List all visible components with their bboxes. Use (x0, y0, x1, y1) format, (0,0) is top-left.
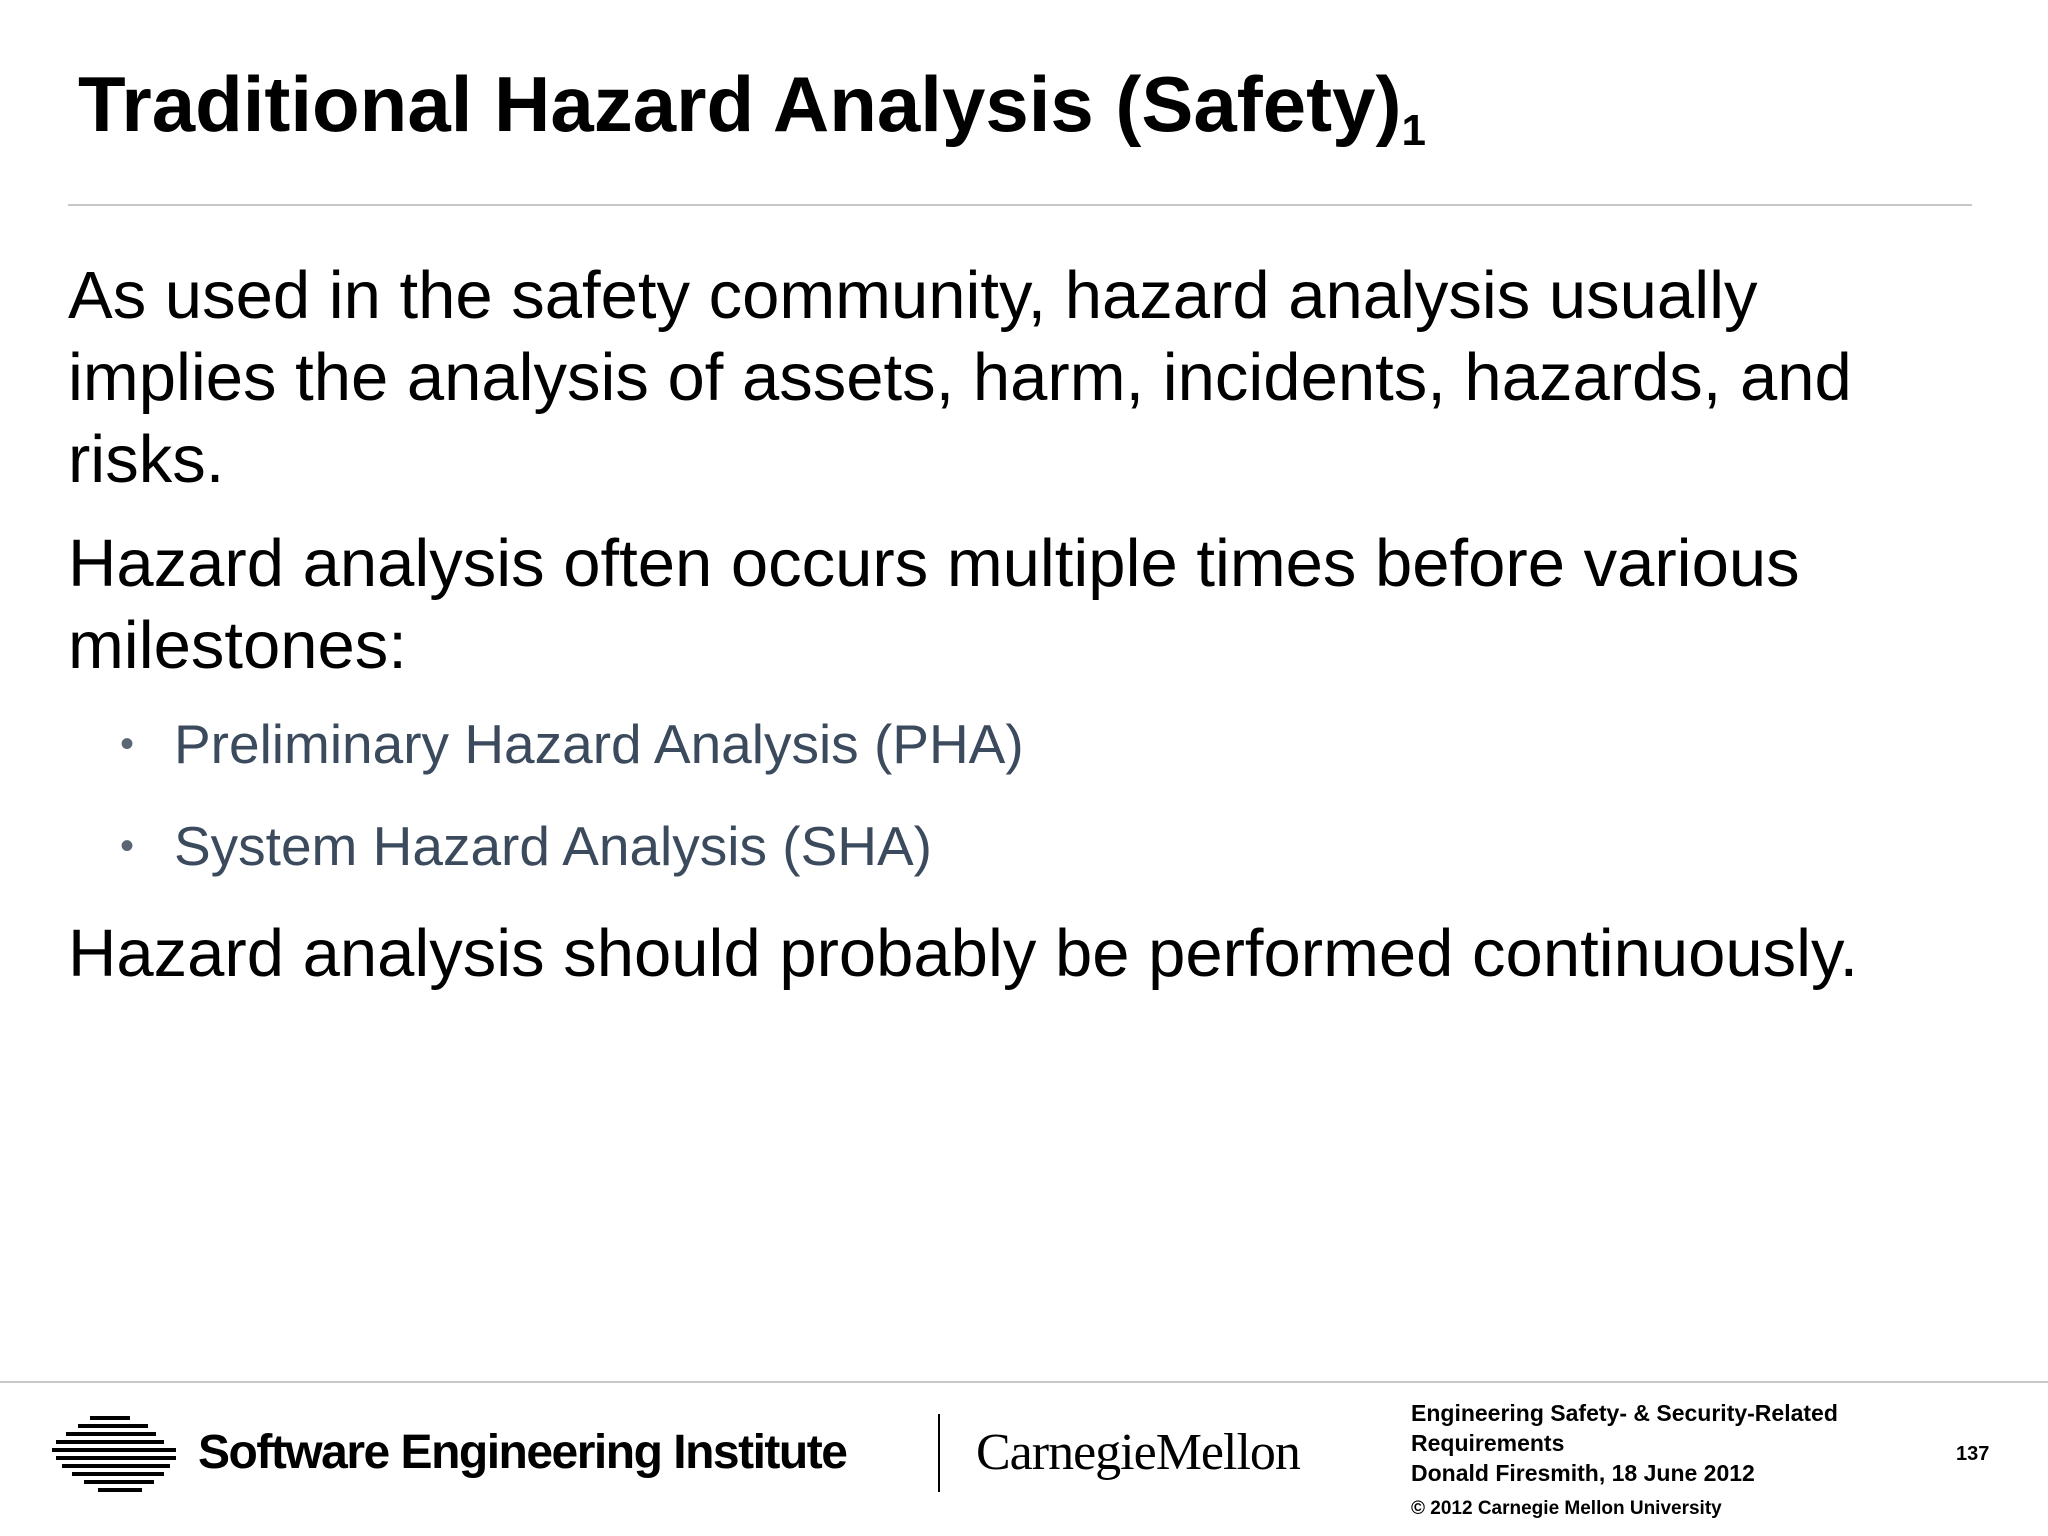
list-item (68, 709, 1968, 779)
title-divider (68, 204, 1972, 206)
slide-body (68, 255, 1968, 1017)
list-item (68, 811, 1968, 881)
footer-divider (0, 1381, 2048, 1383)
closing-paragraph: Hazard analysis should probably be performed continuously. (68, 916, 1859, 991)
bullet-icon: • (120, 824, 135, 868)
copyright: © 2012 Carnegie Mellon University (1411, 1498, 1722, 1519)
paragraph-2: Hazard analysis often occurs multiple times before various milestones: (68, 526, 1800, 683)
bullet-text: System Hazard Analysis (SHA) (174, 815, 932, 877)
milestone-list (68, 709, 1968, 881)
course-title-line1: Engineering Safety- & Security-Related (1411, 1400, 1838, 1426)
slide-title-text: Traditional Hazard Analysis (Safety) (78, 60, 1402, 148)
page-number: 137 (1956, 1443, 1990, 1465)
logo-separator (938, 1414, 940, 1492)
course-title-line2: Requirements (1411, 1430, 1565, 1456)
bullet-text: Preliminary Hazard Analysis (PHA) (174, 713, 1024, 775)
slide-title-subscript: 1 (1401, 106, 1426, 155)
paragraph-1: As used in the safety community, hazard analysis usually implies the analysis of assets, harm, incidents, hazards, and risks. (68, 258, 1852, 497)
slide-title (78, 60, 1426, 155)
university-wordmark: CarnegieMellon (976, 1424, 1300, 1481)
footer-meta (1411, 1398, 1931, 1524)
org-name: Software Engineering Institute (198, 1426, 847, 1479)
bullet-icon: • (120, 722, 135, 766)
author-date: Donald Firesmith, 18 June 2012 (1411, 1460, 1755, 1486)
sei-striped-logo-icon (52, 1414, 180, 1494)
